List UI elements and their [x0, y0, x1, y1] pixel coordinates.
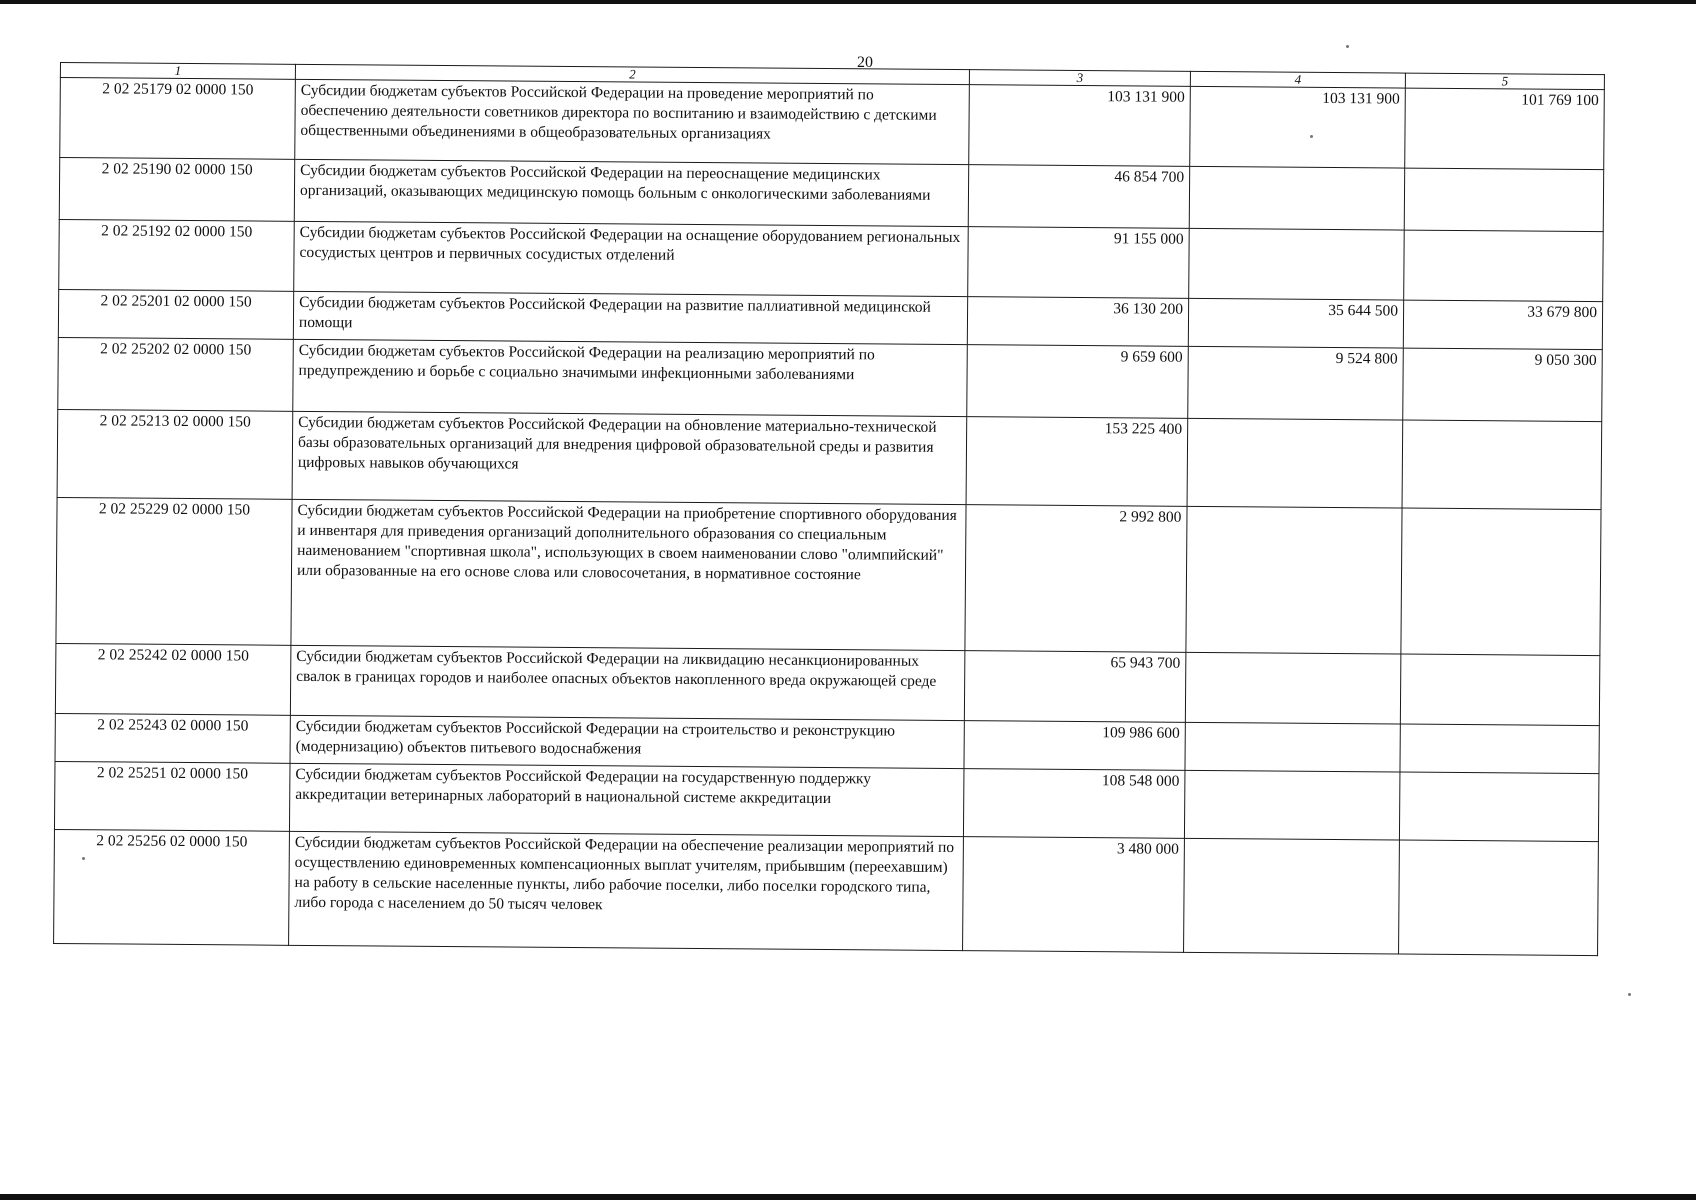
column-header-1: 1	[60, 63, 295, 80]
amount-col3: 36 130 200	[967, 297, 1188, 347]
subsidy-name: Субсидии бюджетам субъектов Российской Федерации на оснащение оборудованием региональных сосудистых центров и первичных сосудистых отделений	[294, 221, 969, 296]
amount-col5: 9 050 300	[1403, 348, 1603, 422]
amount-col5: 33 679 800	[1403, 300, 1602, 350]
amount-col3: 65 943 700	[964, 651, 1186, 723]
budget-code: 2 02 25243 02 0000 150	[55, 713, 290, 763]
amount-col5	[1399, 840, 1599, 956]
column-header-4: 4	[1190, 71, 1405, 88]
budget-table	[53, 62, 1605, 956]
amount-col3: 91 155 000	[968, 227, 1190, 299]
subsidy-name: Субсидии бюджетам субъектов Российской Федерации на строительство и реконструкцию (модернизацию) объектов питьевого водоснабжения	[290, 715, 964, 768]
table-row	[58, 337, 1603, 421]
budget-code: 2 02 25229 02 0000 150	[56, 497, 292, 645]
amount-col4: 35 644 500	[1188, 298, 1403, 348]
subsidy-name: Субсидии бюджетам субъектов Российской Федерации на переоснащение медицинских организаций, оказывающих медицинскую помощь больным с онкологическими заболеваниями	[294, 159, 968, 226]
amount-col3: 103 131 900	[969, 85, 1191, 167]
amount-col3: 2 992 800	[965, 505, 1187, 653]
subsidy-name: Субсидии бюджетам субъектов Российской Федерации на государственную поддержку аккредитации ветеринарных лабораторий в национальной системе аккредитации	[289, 763, 964, 836]
amount-col4	[1189, 166, 1404, 230]
subsidy-name: Субсидии бюджетам субъектов Российской Федерации на реализацию мероприятий по предупреждению и борьбе с социально значимыми инфекционными заболеваниями	[293, 339, 968, 416]
amount-col4	[1184, 838, 1400, 954]
subsidy-name: Субсидии бюджетам субъектов Российской Федерации на ликвидацию несанкционированных свалок в границах городов и наиболее опасных объектов накопленного вреда окружающей среде	[290, 645, 965, 720]
amount-col3: 108 548 000	[963, 769, 1185, 839]
table-row	[54, 829, 1599, 955]
column-header-3: 3	[969, 70, 1190, 87]
amount-col5	[1401, 508, 1601, 656]
table-row	[56, 497, 1601, 655]
amount-col4	[1186, 506, 1402, 654]
amount-col3: 3 480 000	[963, 837, 1185, 953]
scan-speck	[1346, 45, 1349, 48]
amount-col3: 109 986 600	[964, 721, 1185, 771]
amount-col5: 101 769 100	[1405, 88, 1605, 170]
amount-col4: 103 131 900	[1190, 86, 1406, 168]
subsidy-name: Субсидии бюджетам субъектов Российской Федерации на обеспечение реализации мероприятий по осуществлению единовременных компенсационных выплат учителям, прибывшим (переехавшим) на работу в сельские населенные пункты, либо рабочие поселки, либо поселки городского типа, либо города с населением до 50 тысяч человек	[289, 831, 964, 950]
table-row	[60, 78, 1605, 170]
subsidy-name: Субсидии бюджетам субъектов Российской Федерации на приобретение спортивного оборудования и инвентаря для приведения организаций дополнительного образования со специальным наименованием "спортивная школа", использующих в своем наименовании слово "олимпийский" или образованные на его основе слова или словосочетания, в нормативное состояние	[291, 499, 966, 650]
amount-col5	[1404, 168, 1603, 232]
amount-col4	[1189, 228, 1405, 300]
table-row	[54, 761, 1598, 841]
budget-code: 2 02 25213 02 0000 150	[57, 409, 293, 499]
budget-code: 2 02 25202 02 0000 150	[58, 337, 294, 411]
amount-col5	[1402, 420, 1602, 510]
amount-col4: 9 524 800	[1188, 346, 1404, 420]
subsidy-name: Субсидии бюджетам субъектов Российской Федерации на обновление материально-технической базы образовательных организаций для внедрения цифровой образовательной среды и развития цифровых навыков обучающихся	[292, 411, 967, 504]
amount-col5	[1400, 654, 1600, 726]
amount-col3: 9 659 600	[967, 345, 1189, 419]
budget-code: 2 02 25256 02 0000 150	[54, 829, 290, 945]
subsidy-name: Субсидии бюджетам субъектов Российской Федерации на развитие паллиативной медицинской помощи	[293, 291, 967, 344]
page-number: 20	[857, 54, 873, 71]
amount-col5	[1400, 724, 1599, 774]
budget-code: 2 02 25192 02 0000 150	[59, 219, 295, 291]
subsidy-name: Субсидии бюджетам субъектов Российской Федерации на проведение мероприятий по обеспечению деятельности советников директора по воспитанию и взаимодействию с детскими общественными объединениями в общеобразовательных организациях	[295, 79, 970, 164]
amount-col4	[1185, 722, 1400, 772]
budget-code: 2 02 25190 02 0000 150	[59, 158, 294, 222]
amount-col3: 46 854 700	[968, 165, 1189, 229]
amount-col5	[1399, 772, 1599, 842]
budget-code: 2 02 25201 02 0000 150	[58, 289, 293, 339]
amount-col4	[1187, 418, 1403, 508]
table-row	[55, 643, 1600, 725]
scan-edge-top	[0, 0, 1696, 4]
scan-speck	[1628, 993, 1631, 996]
column-header-5: 5	[1405, 73, 1604, 90]
amount-col3: 153 225 400	[966, 417, 1188, 507]
scan-speck	[1310, 135, 1313, 138]
budget-code: 2 02 25179 02 0000 150	[60, 78, 296, 160]
amount-col4	[1185, 652, 1401, 724]
budget-code: 2 02 25251 02 0000 150	[54, 761, 290, 831]
scan-edge-bottom	[0, 1194, 1696, 1200]
scan-speck	[82, 857, 85, 860]
amount-col5	[1404, 230, 1604, 302]
amount-col4	[1184, 770, 1400, 840]
column-header-2: 2	[295, 64, 969, 84]
table-row	[57, 409, 1602, 509]
budget-code: 2 02 25242 02 0000 150	[55, 643, 291, 715]
table-row	[59, 219, 1604, 301]
